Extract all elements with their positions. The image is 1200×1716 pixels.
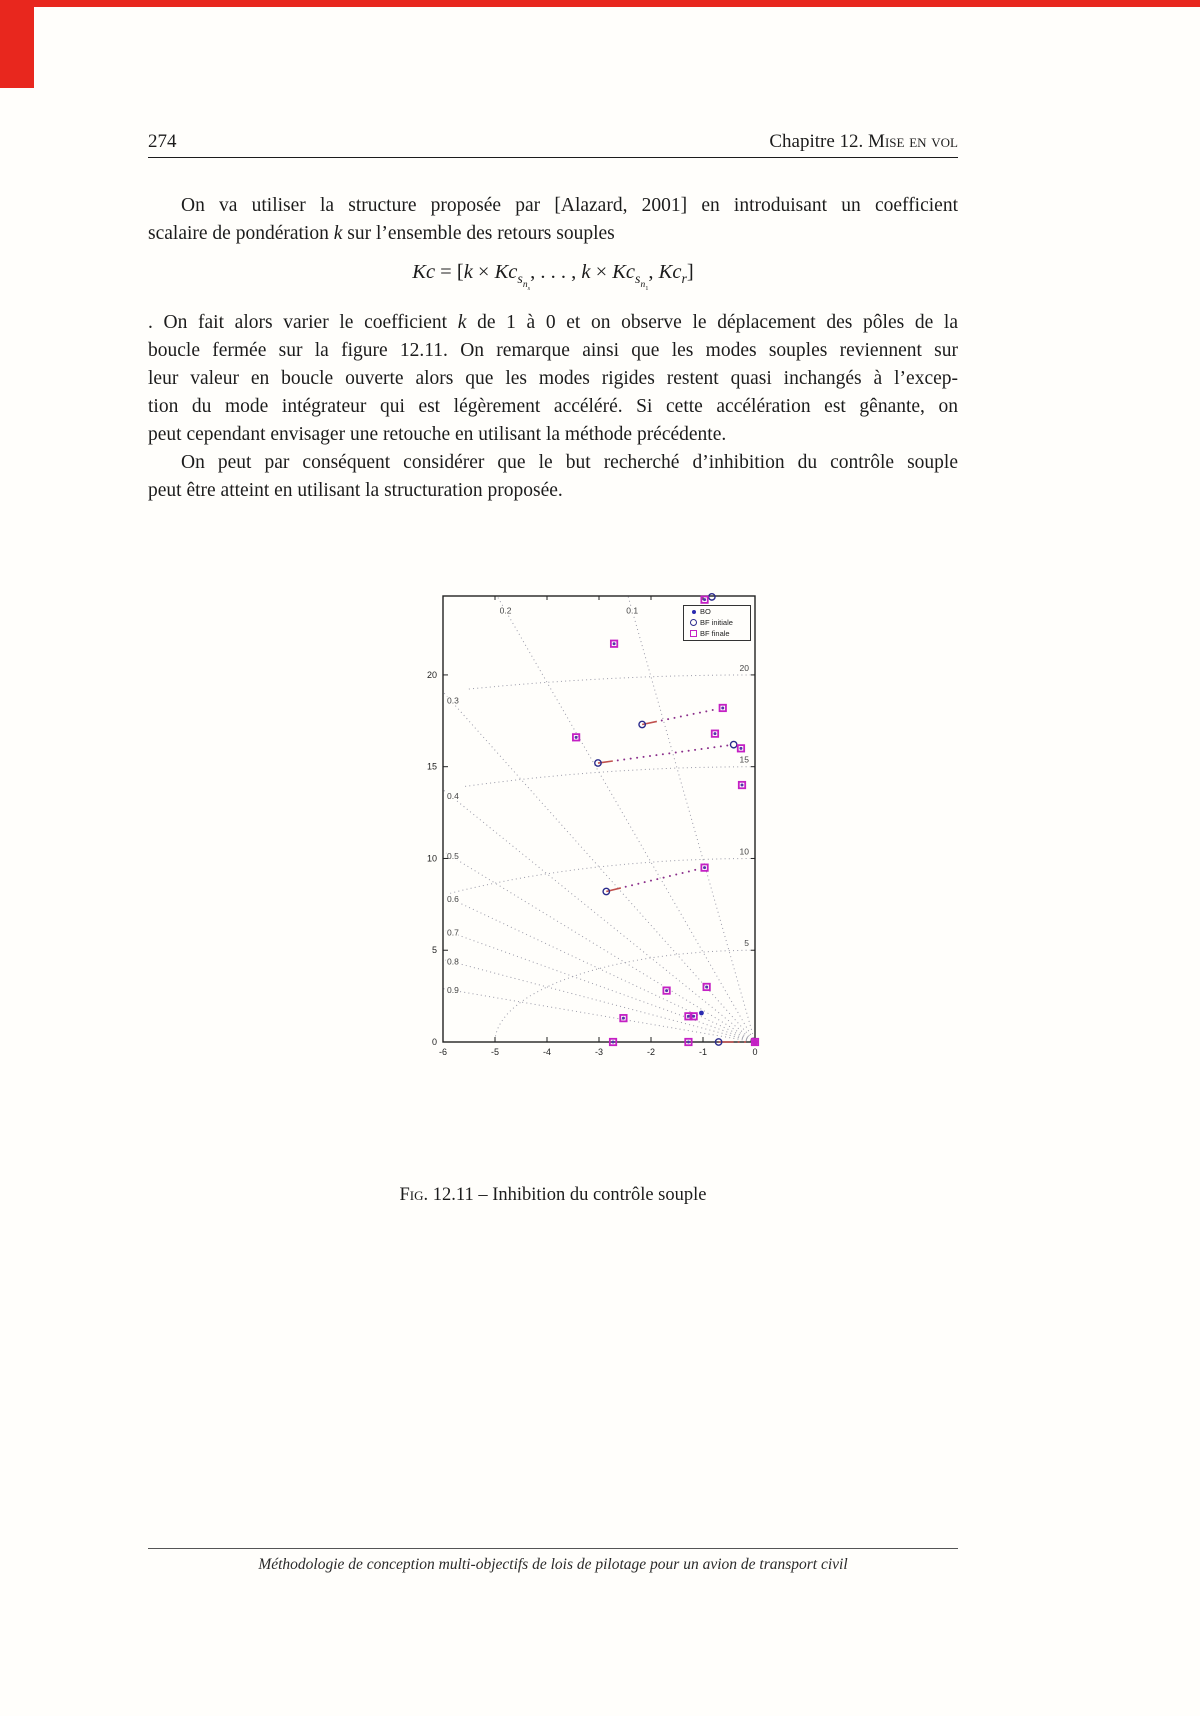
equation: $Kc = [k \times Kc_{s_{n_s}}$, . . . , $k \times Kc_{s_{n_1}}$, $Kc_r$] [412,261,694,292]
scan-edge-top [0,0,1200,7]
svg-text:-3: -3 [594,1047,604,1057]
svg-text:0.8: 0.8 [447,956,459,967]
svg-text:10: 10 [739,846,749,857]
pole-map-figure [395,578,775,1078]
bf-finale-square-icon [687,630,700,637]
svg-text:-1: -1 [698,1047,708,1057]
body-text-line: . On fait alors varier le coefficient k de 1 à 0 et on observe le déplacement des pôles de la [148,312,958,333]
bf-initiale-circle-icon [687,619,700,626]
svg-text:0.5: 0.5 [447,851,459,862]
chapter-reference: Chapitre 12. Mise en vol [769,131,958,152]
scan-edge-corner [0,0,34,88]
svg-text:0.7: 0.7 [447,927,459,938]
svg-text:0.4: 0.4 [447,790,459,801]
svg-text:0.9: 0.9 [447,984,459,995]
svg-text:0: 0 [752,1047,758,1057]
svg-text:0.2: 0.2 [499,605,512,616]
svg-text:-2: -2 [646,1047,656,1057]
svg-text:0.3: 0.3 [447,695,459,706]
svg-text:10: 10 [426,853,437,864]
footer-text: Méthodologie de conception multi-objectifs de lois de pilotage pour un avion de transport civil [258,1556,848,1573]
body-text-line: scalaire de pondération k sur l’ensemble des retours souples [148,223,615,244]
svg-text:5: 5 [744,938,749,949]
legend-item-bf-finale: BF finale [687,628,750,639]
paragraph [148,309,958,449]
header-rule [148,157,958,158]
svg-text:15: 15 [426,761,437,772]
paragraph [148,449,958,505]
svg-text:0.6: 0.6 [447,893,459,904]
footer-rule [148,1548,958,1549]
body-text-line: peut cependant envisager une retouche en utilisant la méthode précédente. [148,424,727,445]
page-number: 274 [148,131,177,152]
body-text-line: leur valeur en boucle ouverte alors que les modes rigides restent quasi inchangés à l’excep- [148,368,958,389]
figure-caption: Fig. 12.11 – Inhibition du contrôle souple [399,1185,707,1205]
svg-text:20: 20 [426,669,437,680]
svg-text:0.1: 0.1 [626,605,639,616]
svg-text:-6: -6 [438,1047,448,1057]
plot-legend [683,605,751,641]
body-text-line: tion du mode intégrateur qui est légèrement accéléré. Si cette accélération est gênante, on [148,396,958,417]
pole-map-svg [395,578,775,1078]
svg-text:20: 20 [739,662,749,673]
legend-item-bo: BO [687,606,750,617]
bo-dot-icon [687,610,700,614]
svg-text:5: 5 [431,945,437,956]
svg-text:-5: -5 [490,1047,500,1057]
svg-text:-4: -4 [542,1047,552,1057]
svg-text:0: 0 [431,1037,437,1047]
legend-item-bf-initiale: BF initiale [687,617,750,628]
svg-text:15: 15 [739,754,749,765]
body-text-line: On va utiliser la structure proposée par [Alazard, 2001] en introduisant un coefficient [181,195,958,216]
body-text-line: peut être atteint en utilisant la structuration proposée. [148,480,563,501]
body-text-line: boucle fermée sur la figure 12.11. On remarque ainsi que les modes souples reviennent sur [148,340,958,361]
paragraph [148,192,958,248]
body-text-line: On peut par conséquent considérer que le but recherché d’inhibition du contrôle souple [181,452,958,473]
